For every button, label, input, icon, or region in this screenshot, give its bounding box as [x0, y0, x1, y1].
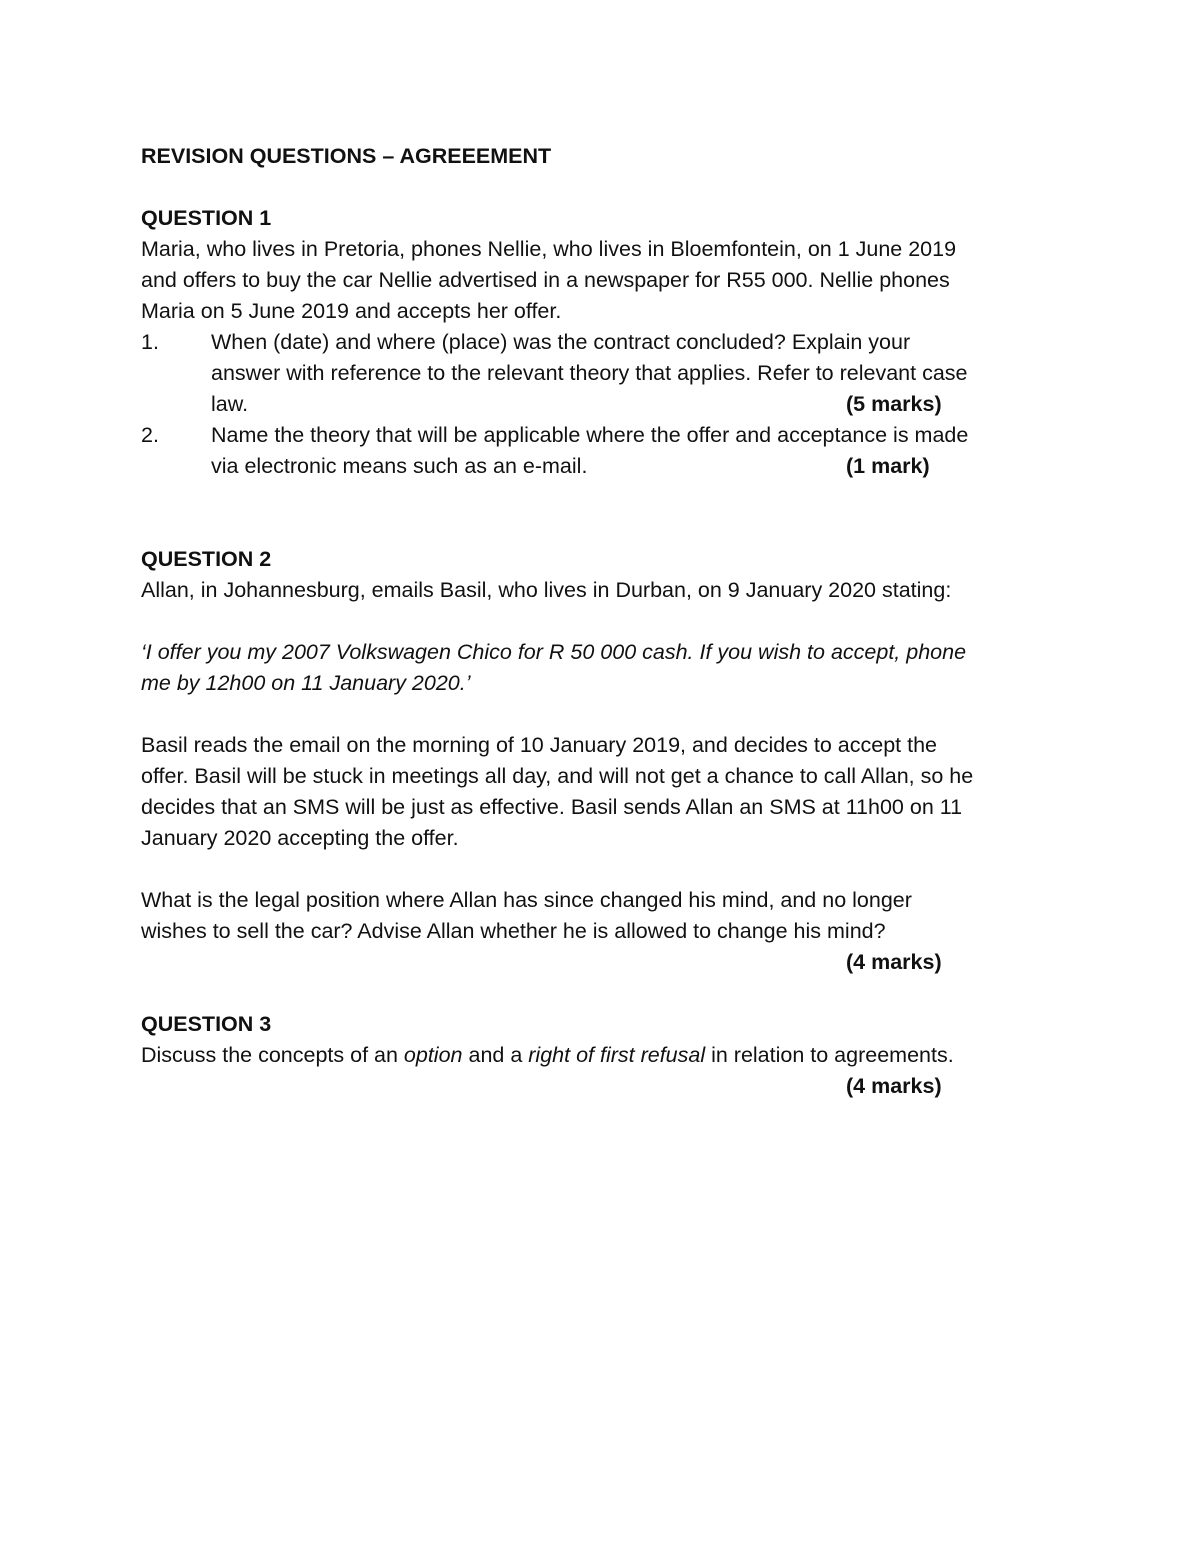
question-3-text — [141, 1040, 1061, 1071]
quote-text: me by 12h00 on 11 January 2020.’ — [141, 671, 471, 695]
item-line: When (date) and where (place) was the contract concluded? Explain your — [211, 330, 911, 354]
spacer — [141, 699, 1061, 730]
item-number: 2. — [141, 423, 159, 447]
item-line: answer with reference to the relevant theory that applies. Refer to relevant case — [211, 361, 968, 385]
item-number: 1. — [141, 330, 159, 354]
marks-label: (1 mark) — [846, 454, 930, 478]
question-2-question-line: wishes to sell the car? Advise Allan whether he is allowed to change his mind? — [141, 919, 886, 943]
marks-label: (5 marks) — [846, 392, 942, 416]
option-term: option — [403, 1043, 463, 1067]
spacer — [141, 172, 1061, 203]
question-1-heading: QUESTION 1 — [141, 206, 272, 230]
question-2-paragraph-line: decides that an SMS will be just as effective. Basil sends Allan an SMS at 11h00 on 11 — [141, 795, 963, 819]
marks-label: (4 marks) — [846, 1074, 942, 1098]
spacer — [141, 978, 1061, 1009]
right-of-first-refusal-term: right of first refusal — [528, 1043, 706, 1067]
item-line-with-marks — [211, 451, 1061, 482]
text-segment: and a — [462, 1043, 529, 1067]
text-segment: Discuss the concepts of an — [141, 1043, 404, 1067]
question-2-paragraph-line: offer. Basil will be stuck in meetings all day, and will not get a chance to call Allan, so he — [141, 764, 974, 788]
question-2-question-line: What is the legal position where Allan has since changed his mind, and no longer — [141, 888, 912, 912]
question-3 — [141, 1009, 1061, 1102]
item-line-with-marks — [211, 389, 1061, 420]
spacer — [141, 854, 1061, 885]
quote-text: ‘I offer you my 2007 Volkswagen Chico for R 50 000 cash. If you wish to accept, phone — [141, 640, 967, 664]
text-segment: in relation to agreements. — [705, 1043, 954, 1067]
question-1 — [141, 203, 1061, 482]
item-line: law. — [211, 392, 249, 416]
question-3-heading: QUESTION 3 — [141, 1012, 272, 1036]
question-1-item-2 — [141, 420, 1061, 482]
question-1-item-1 — [141, 327, 1061, 420]
document-title: REVISION QUESTIONS – AGREEEMENT — [141, 144, 552, 168]
question-2-quote-line — [141, 668, 1061, 699]
question-1-intro-line: Maria on 5 June 2019 and accepts her offer. — [141, 299, 562, 323]
question-2-heading: QUESTION 2 — [141, 547, 272, 571]
question-2 — [141, 544, 1061, 978]
question-2-paragraph-line: Basil reads the email on the morning of 10 January 2019, and decides to accept the — [141, 733, 938, 757]
spacer — [141, 606, 1061, 637]
item-line: Name the theory that will be applicable where the offer and acceptance is made — [211, 423, 969, 447]
marks-label: (4 marks) — [846, 950, 942, 974]
question-3-marks-line — [141, 1071, 1061, 1102]
question-2-paragraph-line: January 2020 accepting the offer. — [141, 826, 459, 850]
question-1-intro-line: and offers to buy the car Nellie advertised in a newspaper for R55 000. Nellie phones — [141, 268, 950, 292]
question-1-intro-line: Maria, who lives in Pretoria, phones Nellie, who lives in Bloemfontein, on 1 June 2019 — [141, 237, 957, 261]
question-2-marks-line — [141, 947, 1061, 978]
question-2-quote-line — [141, 637, 1061, 668]
document-page — [141, 141, 1061, 1102]
item-line: via electronic means such as an e-mail. — [211, 454, 588, 478]
spacer — [141, 482, 1061, 544]
question-2-intro: Allan, in Johannesburg, emails Basil, who lives in Durban, on 9 January 2020 stating: — [141, 578, 952, 602]
